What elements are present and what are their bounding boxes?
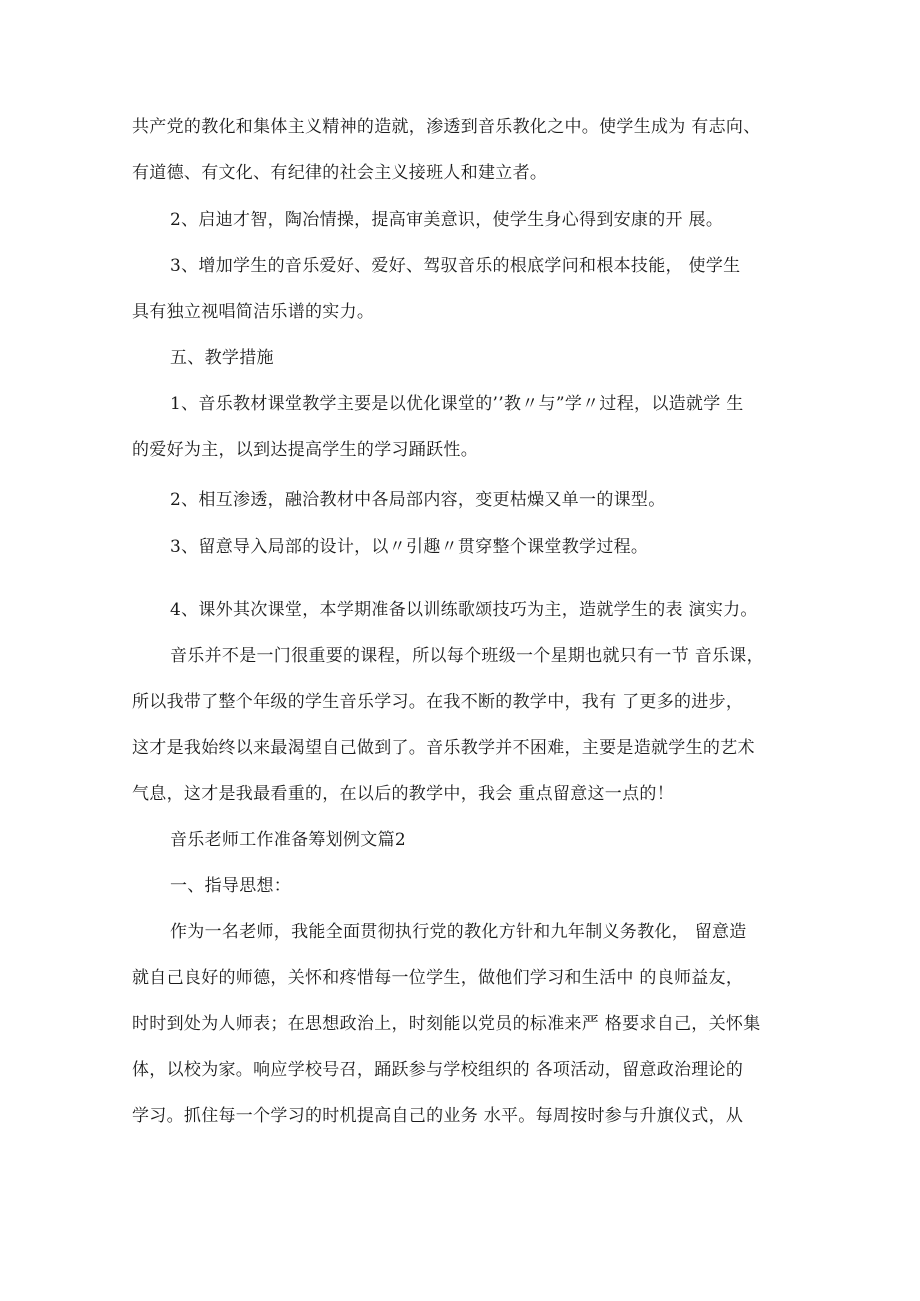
text-line-18: 作为一名老师，我能全面贯彻执行党的教化方针和九年制义务教化， 留意造 (170, 922, 747, 942)
text-line-7: 1、音乐教材课堂教学主要是以优化课堂的’’教〃与”学〃过程，以造就学 生 (170, 394, 744, 414)
section-heading-guiding-ideology: 一、指导思想： (170, 876, 292, 896)
text-line-13: 所以我带了整个年级的学生音乐学习。在我不断的教学中，我有 了更多的进步， (132, 692, 744, 712)
text-line-14: 这才是我始终以来最渴望自己做到了。音乐教学并不困难，主要是造就学生的艺术 (132, 738, 755, 758)
text-line-10: 3、留意导入局部的设计，以〃引趣〃贯穿整个课堂教学过程。 (170, 537, 649, 557)
text-line-4: 3、增加学生的音乐爱好、爱好、驾驭音乐的根底学问和根本技能， 使学生 (170, 256, 741, 276)
text-line-5: 具有独立视唱简洁乐谱的实力。 (132, 302, 375, 322)
text-line-20: 时时到处为人师表；在思想政治上，时刻能以党员的标准来严 格要求自己，关怀集 (132, 1014, 761, 1034)
text-line-9: 2、相互渗透，融洽教材中各局部内容，变更枯燥又单一的课型。 (170, 490, 666, 510)
text-line-3: 2、启迪才智，陶冶情操，提高审美意识，使学生身心得到安康的开 展。 (170, 210, 724, 230)
text-line-21: 体，以校为家。响应学校号召，踊跃参与学校组织的 各项活动，留意政治理论的 (132, 1060, 744, 1080)
text-line-12: 音乐并不是一门很重要的课程，所以每个班级一个星期也就只有一节 音乐课， (170, 646, 764, 666)
article-title-2: 音乐老师工作准备筹划例文篇2 (170, 830, 407, 850)
text-line-2: 有道德、有文化、有纪律的社会主义接班人和建立者。 (132, 163, 548, 183)
text-line-19: 就自己良好的师德，关怀和疼惜每一位学生，做他们学习和生活中 的良师益友， (132, 968, 744, 988)
text-line-11: 4、课外其次课堂，本学期准备以训练歌颂技巧为主，造就学生的表 演实力。 (170, 600, 758, 620)
text-line-1: 共产党的教化和集体主义精神的造就，渗透到音乐教化之中。使学生成为 有志向、 (132, 117, 761, 137)
text-line-8: 的爱好为主，以到达提高学生的学习踊跃性。 (132, 440, 478, 460)
text-line-22: 学习。抓住每一个学习的时机提高自己的业务 水平。每周按时参与升旗仪式，从 (132, 1106, 744, 1126)
section-heading-teaching-measures: 五、教学措施 (170, 348, 274, 368)
text-line-15: 气息，这才是我最看重的，在以后的教学中，我会 重点留意这一点的！ (132, 784, 675, 804)
